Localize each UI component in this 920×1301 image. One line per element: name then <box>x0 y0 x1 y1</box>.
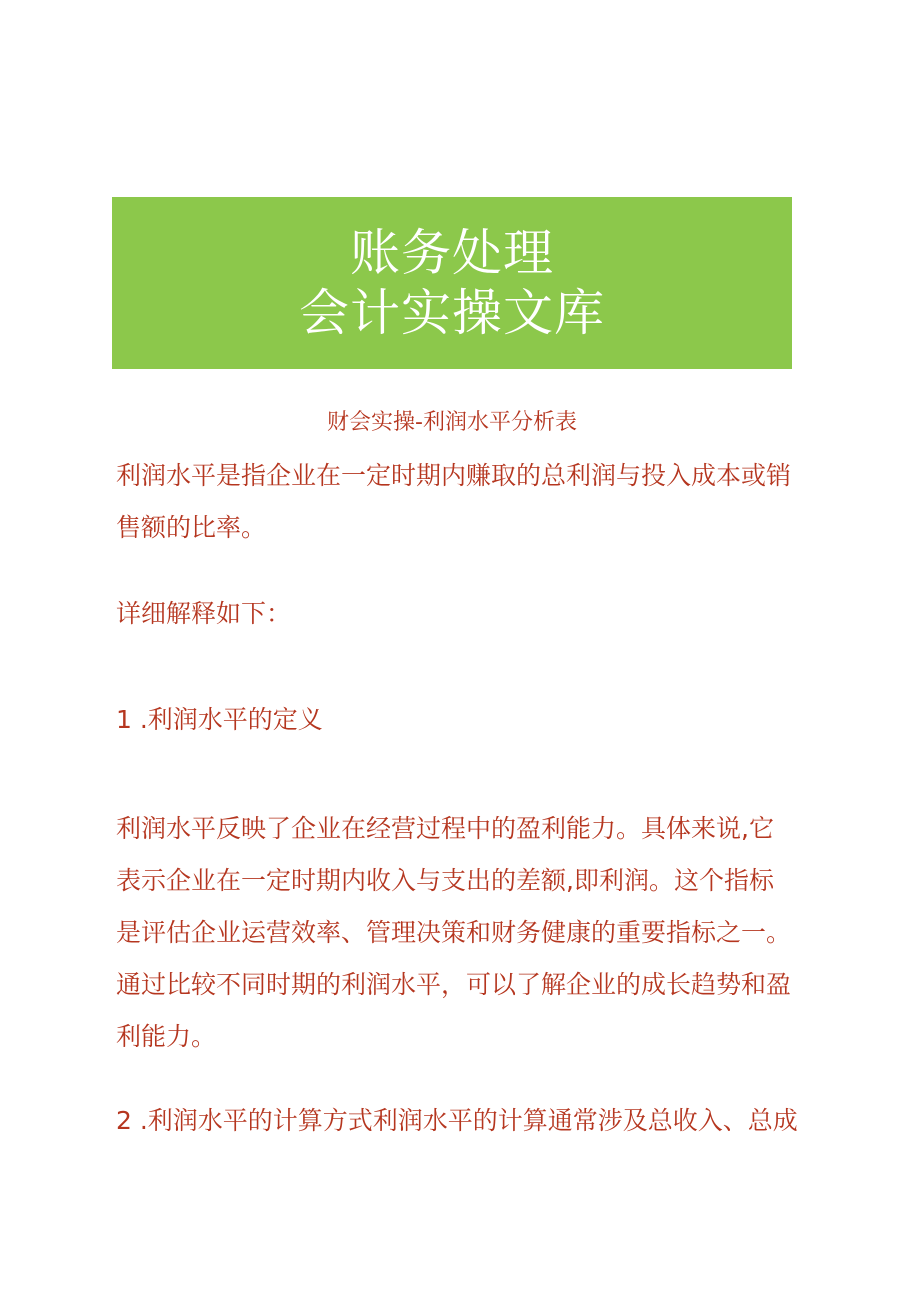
banner-title-line-2: 会计实操文库 <box>299 284 605 342</box>
section-2-heading: 2 .利润水平的计算方式利润水平的计算通常涉及总收入、总成 <box>116 1106 798 1135</box>
intro-paragraph: 利润水平是指企业在一定时期内赚取的总利润与投入成本或销售额的比率。 <box>116 461 792 542</box>
section-1-heading: 1 .利润水平的定义 <box>116 705 323 734</box>
header-banner <box>112 197 792 369</box>
document-title: 财会实操-利润水平分析表 <box>327 410 577 435</box>
explain-label: 详细解释如下： <box>116 599 292 628</box>
banner-title-line-1: 账务处理 <box>350 224 554 282</box>
section-1-body: 利润水平反映了企业在经营过程中的盈利能力。具体来说,它表示企业在一定时期内收入与支出的差额,即利润。这个指标是评估企业运营效率、管理决策和财务健康的重要指标之一。通过比较不同时期的利润水平，可以了解企业的成长趋势和盈利能力。 <box>116 814 792 1051</box>
